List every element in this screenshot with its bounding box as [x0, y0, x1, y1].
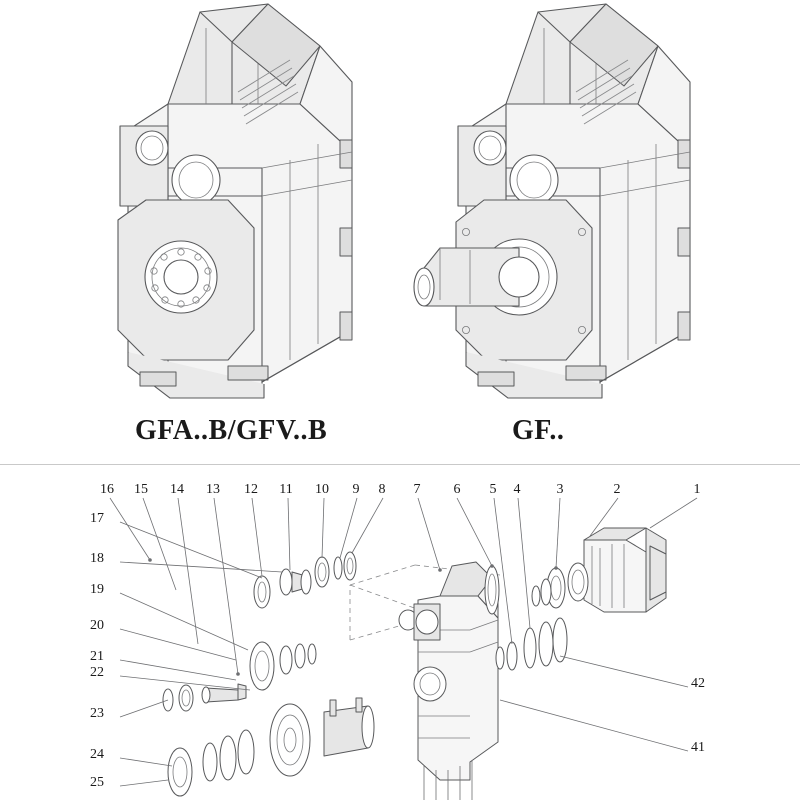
callout-number: 11 — [279, 482, 293, 497]
callout-number: 14 — [170, 482, 184, 497]
gear-unit-right-illustration — [414, 4, 690, 398]
callout-number: 16 — [100, 482, 114, 497]
exploded-view-illustration — [110, 498, 697, 800]
callout-number: 24 — [90, 747, 104, 762]
callout-number: 21 — [90, 649, 104, 664]
callout-number: 12 — [244, 482, 258, 497]
callout-number: 3 — [556, 482, 564, 497]
callout-number: 41 — [691, 740, 705, 755]
callout-number: 13 — [206, 482, 220, 497]
callout-number: 6 — [453, 482, 461, 497]
callout-number: 8 — [378, 482, 386, 497]
callout-number: 1 — [693, 482, 701, 497]
callout-number: 18 — [90, 551, 104, 566]
callout-number: 20 — [90, 618, 104, 633]
callout-number: 17 — [90, 511, 104, 526]
callout-number: 9 — [352, 482, 360, 497]
callout-number: 10 — [315, 482, 329, 497]
callout-number: 22 — [90, 665, 104, 680]
callout-number: 15 — [134, 482, 148, 497]
callout-number: 25 — [90, 775, 104, 790]
callout-number: 7 — [413, 482, 421, 497]
gear-unit-left-illustration — [118, 4, 352, 398]
callout-number: 4 — [513, 482, 521, 497]
section-divider — [0, 464, 800, 465]
callout-number: 42 — [691, 676, 705, 691]
callout-number: 5 — [489, 482, 497, 497]
callout-number: 23 — [90, 706, 104, 721]
callout-number: 2 — [613, 482, 621, 497]
callout-number: 19 — [90, 582, 104, 597]
caption-right-model: GF.. — [512, 415, 565, 446]
caption-left-model: GFA..B/GFV..B — [135, 415, 328, 446]
